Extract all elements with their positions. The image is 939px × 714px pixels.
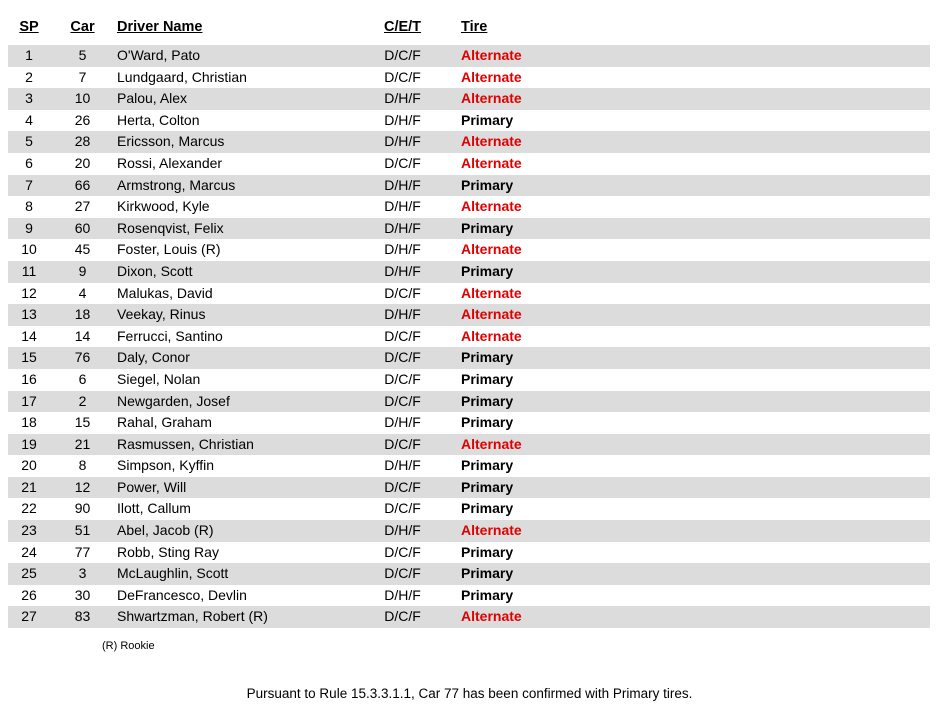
header-car-label: Car: [70, 19, 95, 35]
cet-cell: D/C/F: [384, 565, 421, 582]
tire-cell: Primary: [461, 262, 514, 279]
tire-cell: Primary: [461, 176, 514, 193]
tire-cell: Primary: [461, 392, 514, 409]
sp-cell: 3: [25, 90, 33, 107]
sp-cell: 4: [25, 111, 33, 128]
driver-cell: Kirkwood, Kyle: [117, 198, 210, 215]
table-row: [8, 326, 930, 348]
cet-cell: D/H/F: [384, 176, 421, 193]
car-cell: 21: [74, 435, 91, 452]
rule-footnote: Pursuant to Rule 15.3.3.1.1, Car 77 has been confirmed with Primary tires.: [246, 686, 693, 701]
car-cell: 30: [74, 586, 91, 603]
cet-cell: D/C/F: [384, 284, 421, 301]
tire-cell: Primary: [461, 565, 514, 582]
table-row: [8, 347, 930, 369]
header-car: [50, 19, 115, 35]
driver-cell: Dixon, Scott: [117, 262, 193, 279]
tire-cell: Primary: [461, 543, 514, 560]
driver-cell: Rasmussen, Christian: [117, 435, 254, 452]
header-sp-label: SP: [19, 19, 39, 35]
tire-cell: Alternate: [461, 306, 522, 323]
sp-cell: 17: [21, 392, 37, 409]
car-cell: 27: [74, 198, 91, 215]
table-row: [8, 45, 930, 67]
table-row: [8, 218, 930, 240]
sp-cell: 19: [21, 435, 37, 452]
cet-cell: D/C/F: [384, 435, 421, 452]
cet-cell: D/H/F: [384, 198, 421, 215]
driver-cell: Rossi, Alexander: [117, 154, 223, 171]
cet-cell: D/H/F: [384, 262, 421, 279]
car-cell: 4: [78, 284, 87, 301]
cet-cell: D/C/F: [384, 608, 421, 625]
table-row: [8, 88, 930, 110]
driver-cell: Daly, Conor: [117, 349, 190, 366]
driver-cell: Robb, Sting Ray: [117, 543, 219, 560]
cet-cell: D/H/F: [384, 457, 421, 474]
header-sp: [8, 19, 50, 35]
cet-cell: D/C/F: [384, 370, 421, 387]
sp-cell: 6: [25, 154, 33, 171]
tire-cell: Primary: [461, 586, 514, 603]
car-cell: 9: [78, 262, 87, 279]
driver-cell: Rahal, Graham: [117, 414, 212, 431]
tire-cell: Alternate: [461, 435, 522, 452]
table-row: [8, 304, 930, 326]
tire-cell: Alternate: [461, 522, 522, 539]
car-cell: 18: [74, 306, 91, 323]
cet-cell: D/C/F: [384, 68, 421, 85]
cet-cell: D/H/F: [384, 306, 421, 323]
car-cell: 76: [74, 349, 91, 366]
table-row: [8, 412, 930, 434]
table-row: [8, 110, 930, 132]
cet-cell: D/H/F: [384, 414, 421, 431]
driver-cell: Palou, Alex: [117, 90, 188, 107]
cet-cell: D/C/F: [384, 154, 421, 171]
header-cet-label: C/E/T: [383, 19, 422, 35]
driver-cell: Shwartzman, Robert (R): [117, 608, 268, 625]
driver-cell: Abel, Jacob (R): [117, 522, 214, 539]
driver-cell: Foster, Louis (R): [117, 241, 221, 258]
car-cell: 20: [74, 154, 91, 171]
sp-cell: 25: [21, 565, 37, 582]
tire-cell: Alternate: [461, 47, 522, 63]
lineup-table: [8, 0, 930, 628]
tire-cell: Primary: [461, 111, 514, 128]
driver-cell: DeFrancesco, Devlin: [117, 586, 247, 603]
table-row: [8, 196, 930, 218]
sp-cell: 23: [21, 522, 37, 539]
table-row: [8, 283, 930, 305]
cet-cell: D/C/F: [384, 47, 421, 63]
sp-cell: 14: [21, 327, 37, 344]
cet-cell: D/C/F: [384, 327, 421, 344]
car-cell: 51: [74, 522, 91, 539]
rookie-footnote: (R) Rookie: [102, 640, 155, 652]
tire-cell: Primary: [461, 457, 514, 474]
header-tire-label: Tire: [461, 19, 488, 35]
table-row: [8, 239, 930, 261]
cet-cell: D/C/F: [384, 478, 421, 495]
tire-cell: Alternate: [461, 90, 522, 107]
cet-cell: D/H/F: [384, 111, 421, 128]
cet-cell: D/C/F: [384, 349, 421, 366]
car-cell: 10: [74, 90, 91, 107]
cet-cell: D/H/F: [384, 219, 421, 236]
sp-cell: 15: [21, 349, 37, 366]
sp-cell: 9: [25, 219, 33, 236]
driver-cell: Siegel, Nolan: [117, 370, 201, 387]
cet-cell: D/C/F: [384, 392, 421, 409]
table-row: [8, 498, 930, 520]
table-row: [8, 261, 930, 283]
cet-cell: D/C/F: [384, 500, 421, 517]
table-row: [8, 391, 930, 413]
header-cet: [360, 19, 445, 35]
driver-cell: Lundgaard, Christian: [117, 68, 247, 85]
car-cell: 5: [78, 47, 87, 63]
tire-cell: Alternate: [461, 68, 522, 85]
sp-cell: 22: [21, 500, 37, 517]
car-cell: 14: [74, 327, 91, 344]
driver-cell: Ericsson, Marcus: [117, 133, 225, 150]
driver-cell: Ferrucci, Santino: [117, 327, 223, 344]
table-row: [8, 175, 930, 197]
sp-cell: 8: [25, 198, 33, 215]
sp-cell: 13: [21, 306, 37, 323]
car-cell: 3: [78, 565, 87, 582]
driver-cell: Power, Will: [117, 478, 187, 495]
sp-cell: 5: [25, 133, 33, 150]
tire-cell: Primary: [461, 370, 514, 387]
sp-cell: 12: [21, 284, 37, 301]
sp-cell: 11: [21, 262, 37, 279]
car-cell: 12: [74, 478, 91, 495]
sp-cell: 26: [21, 586, 37, 603]
cet-cell: D/C/F: [384, 543, 421, 560]
table-row: [8, 563, 930, 585]
cet-cell: D/H/F: [384, 241, 421, 258]
table-row: [8, 434, 930, 456]
header-driver-name-label: Driver Name: [117, 19, 203, 35]
tire-cell: Alternate: [461, 241, 522, 258]
cet-cell: D/H/F: [384, 586, 421, 603]
sp-cell: 24: [21, 543, 37, 560]
table-row: [8, 606, 930, 628]
table-row: [8, 153, 930, 175]
cet-cell: D/H/F: [384, 133, 421, 150]
tire-cell: Alternate: [461, 284, 522, 301]
car-cell: 60: [74, 219, 91, 236]
table-row: [8, 131, 930, 153]
tire-cell: Alternate: [461, 608, 522, 625]
table-row: [8, 369, 930, 391]
sp-cell: 21: [21, 478, 37, 495]
driver-cell: Ilott, Callum: [117, 500, 191, 517]
sp-cell: 7: [25, 176, 33, 193]
table-row: [8, 542, 930, 564]
driver-cell: Newgarden, Josef: [117, 392, 230, 409]
tire-cell: Alternate: [461, 327, 522, 344]
tire-cell: Primary: [461, 500, 514, 517]
table-row: [8, 520, 930, 542]
sp-cell: 27: [21, 608, 37, 625]
driver-cell: Malukas, David: [117, 284, 213, 301]
table-row: [8, 477, 930, 499]
car-cell: 8: [78, 457, 87, 474]
driver-cell: Veekay, Rinus: [117, 306, 206, 323]
sp-cell: 20: [21, 457, 37, 474]
tire-cell: Primary: [461, 478, 514, 495]
tire-cell: Alternate: [461, 133, 522, 150]
table-header-row: [8, 0, 930, 45]
sp-cell: 2: [25, 68, 33, 85]
sp-cell: 10: [21, 241, 37, 258]
table-row: [8, 585, 930, 607]
tire-cell: Primary: [461, 414, 514, 431]
cet-cell: D/H/F: [384, 522, 421, 539]
sp-cell: 18: [21, 414, 37, 431]
driver-cell: McLaughlin, Scott: [117, 565, 229, 582]
car-cell: 7: [78, 68, 87, 85]
driver-cell: Rosenqvist, Felix: [117, 219, 224, 236]
table-row: [8, 455, 930, 477]
car-cell: 28: [74, 133, 91, 150]
car-cell: 77: [74, 543, 91, 560]
cet-cell: D/H/F: [384, 90, 421, 107]
driver-cell: O'Ward, Pato: [117, 47, 201, 63]
tire-cell: Alternate: [461, 198, 522, 215]
car-cell: 90: [74, 500, 91, 517]
car-cell: 2: [78, 392, 87, 409]
tire-cell: Alternate: [461, 154, 522, 171]
driver-cell: Armstrong, Marcus: [117, 176, 236, 193]
sp-cell: 16: [21, 370, 37, 387]
header-driver-name: [115, 19, 360, 35]
sp-cell: 1: [25, 47, 33, 63]
table-body: [8, 45, 930, 628]
tire-cell: Primary: [461, 349, 514, 366]
car-cell: 15: [74, 414, 91, 431]
car-cell: 6: [78, 370, 87, 387]
header-tire: [445, 19, 930, 35]
table-row: [8, 67, 930, 89]
driver-cell: Herta, Colton: [117, 111, 200, 128]
tire-cell: Primary: [461, 219, 514, 236]
car-cell: 26: [74, 111, 91, 128]
car-cell: 45: [74, 241, 91, 258]
car-cell: 66: [74, 176, 91, 193]
driver-cell: Simpson, Kyffin: [117, 457, 215, 474]
car-cell: 83: [74, 608, 91, 625]
